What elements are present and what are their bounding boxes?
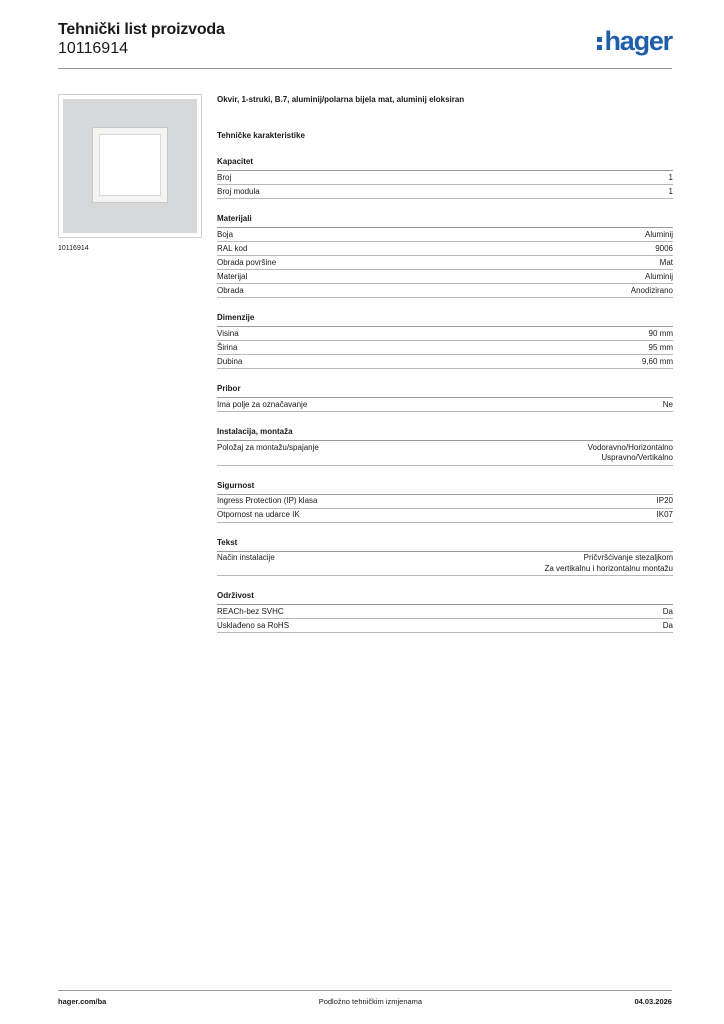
spec-row <box>217 509 673 523</box>
spec-label: Broj modula <box>217 186 260 196</box>
frame-image <box>63 99 197 233</box>
header-divider <box>58 68 672 69</box>
spec-label: RAL kod <box>217 243 248 253</box>
spec-value: Ne <box>662 399 673 409</box>
product-description: Okvir, 1-struki, B.7, aluminij/polarna bijela mat, aluminij eloksiran <box>217 95 465 104</box>
section-title: Održivost <box>217 590 673 605</box>
logo-text: hager <box>604 26 672 56</box>
spec-label: Ingress Protection (IP) klasa <box>217 496 318 505</box>
spec-row <box>217 552 673 577</box>
spec-content <box>217 94 673 633</box>
spec-row <box>217 270 673 284</box>
spec-row <box>217 171 673 185</box>
spec-value: Da <box>662 606 673 616</box>
spec-row <box>217 355 673 369</box>
section-title: Pribor <box>217 383 673 398</box>
spec-section <box>217 213 673 298</box>
spec-label: Usklađeno sa RoHS <box>217 620 290 630</box>
page-title: Tehnički list proizvoda <box>58 21 225 38</box>
spec-label: Materijal <box>217 271 248 281</box>
spec-row <box>217 441 673 466</box>
product-image <box>58 94 202 238</box>
spec-row <box>217 242 673 256</box>
spec-section <box>217 312 673 369</box>
spec-section <box>217 537 673 577</box>
spec-label: REACh-bez SVHC <box>217 606 284 616</box>
spec-section <box>217 426 673 466</box>
document-header <box>58 20 225 58</box>
section-title: Sigurnost <box>217 480 673 495</box>
spec-label: Boja <box>217 229 234 239</box>
spec-value: 90 mm <box>648 328 673 338</box>
spec-section <box>217 383 673 412</box>
product-code: 10116914 <box>58 40 128 57</box>
spec-row <box>217 341 673 355</box>
spec-label: Dubina <box>217 356 243 366</box>
logo-dots-icon <box>597 37 602 50</box>
spec-section <box>217 156 673 199</box>
spec-section <box>217 480 673 523</box>
spec-section <box>217 590 673 633</box>
spec-value: 9006 <box>655 243 673 253</box>
spec-value: IP20 <box>656 496 673 505</box>
spec-value: 1 <box>668 172 673 182</box>
spec-value: Aluminij <box>644 271 673 281</box>
spec-row <box>217 284 673 298</box>
spec-label: Ima polje za označavanje <box>217 399 308 409</box>
spec-label: Visina <box>217 328 239 338</box>
spec-label: Broj <box>217 172 232 182</box>
spec-value: 1 <box>668 186 673 196</box>
section-title: Kapacitet <box>217 156 673 171</box>
spec-row <box>217 228 673 242</box>
section-title: Tekst <box>217 537 673 552</box>
section-title: Dimenzije <box>217 312 673 327</box>
spec-value: Mat <box>659 257 673 267</box>
spec-row <box>217 256 673 270</box>
spec-value: Da <box>662 620 673 630</box>
spec-row <box>217 398 673 412</box>
spec-value: Vodoravno/Horizontalno Uspravno/Vertikalno <box>587 442 673 462</box>
spec-label: Širina <box>217 342 238 352</box>
spec-sections <box>217 156 673 633</box>
section-title: Materijali <box>217 213 673 228</box>
spec-subtitle: Tehničke karakteristike <box>217 131 305 140</box>
hager-logo <box>597 28 672 54</box>
footer-website: hager.com/ba <box>58 997 107 1006</box>
page-footer <box>58 997 672 1006</box>
spec-row <box>217 495 673 509</box>
spec-row <box>217 185 673 199</box>
spec-label: Otpornost na udarce IK <box>217 510 300 519</box>
spec-value: Pričvršćivanje stezaljkom Za vertikalnu i horizontalnu montažu <box>544 553 673 573</box>
spec-label: Obrada <box>217 285 244 295</box>
spec-label: Obrada površine <box>217 257 277 267</box>
spec-label: Način instalacije <box>217 553 275 562</box>
footer-divider <box>58 990 672 991</box>
spec-row <box>217 619 673 633</box>
spec-value: Anodizirano <box>630 285 673 295</box>
footer-date: 04.03.2026 <box>634 997 672 1006</box>
spec-label: Položaj za montažu/spajanje <box>217 442 319 452</box>
section-title: Instalacija, montaža <box>217 426 673 441</box>
spec-value: 9,60 mm <box>641 356 673 366</box>
spec-row <box>217 605 673 619</box>
spec-row <box>217 327 673 341</box>
spec-value: IK07 <box>656 510 673 519</box>
footer-note: Podložno tehničkim izmjenama <box>318 997 423 1006</box>
spec-value: Aluminij <box>644 229 673 239</box>
image-caption: 10116914 <box>58 245 89 252</box>
spec-value: 95 mm <box>648 342 673 352</box>
